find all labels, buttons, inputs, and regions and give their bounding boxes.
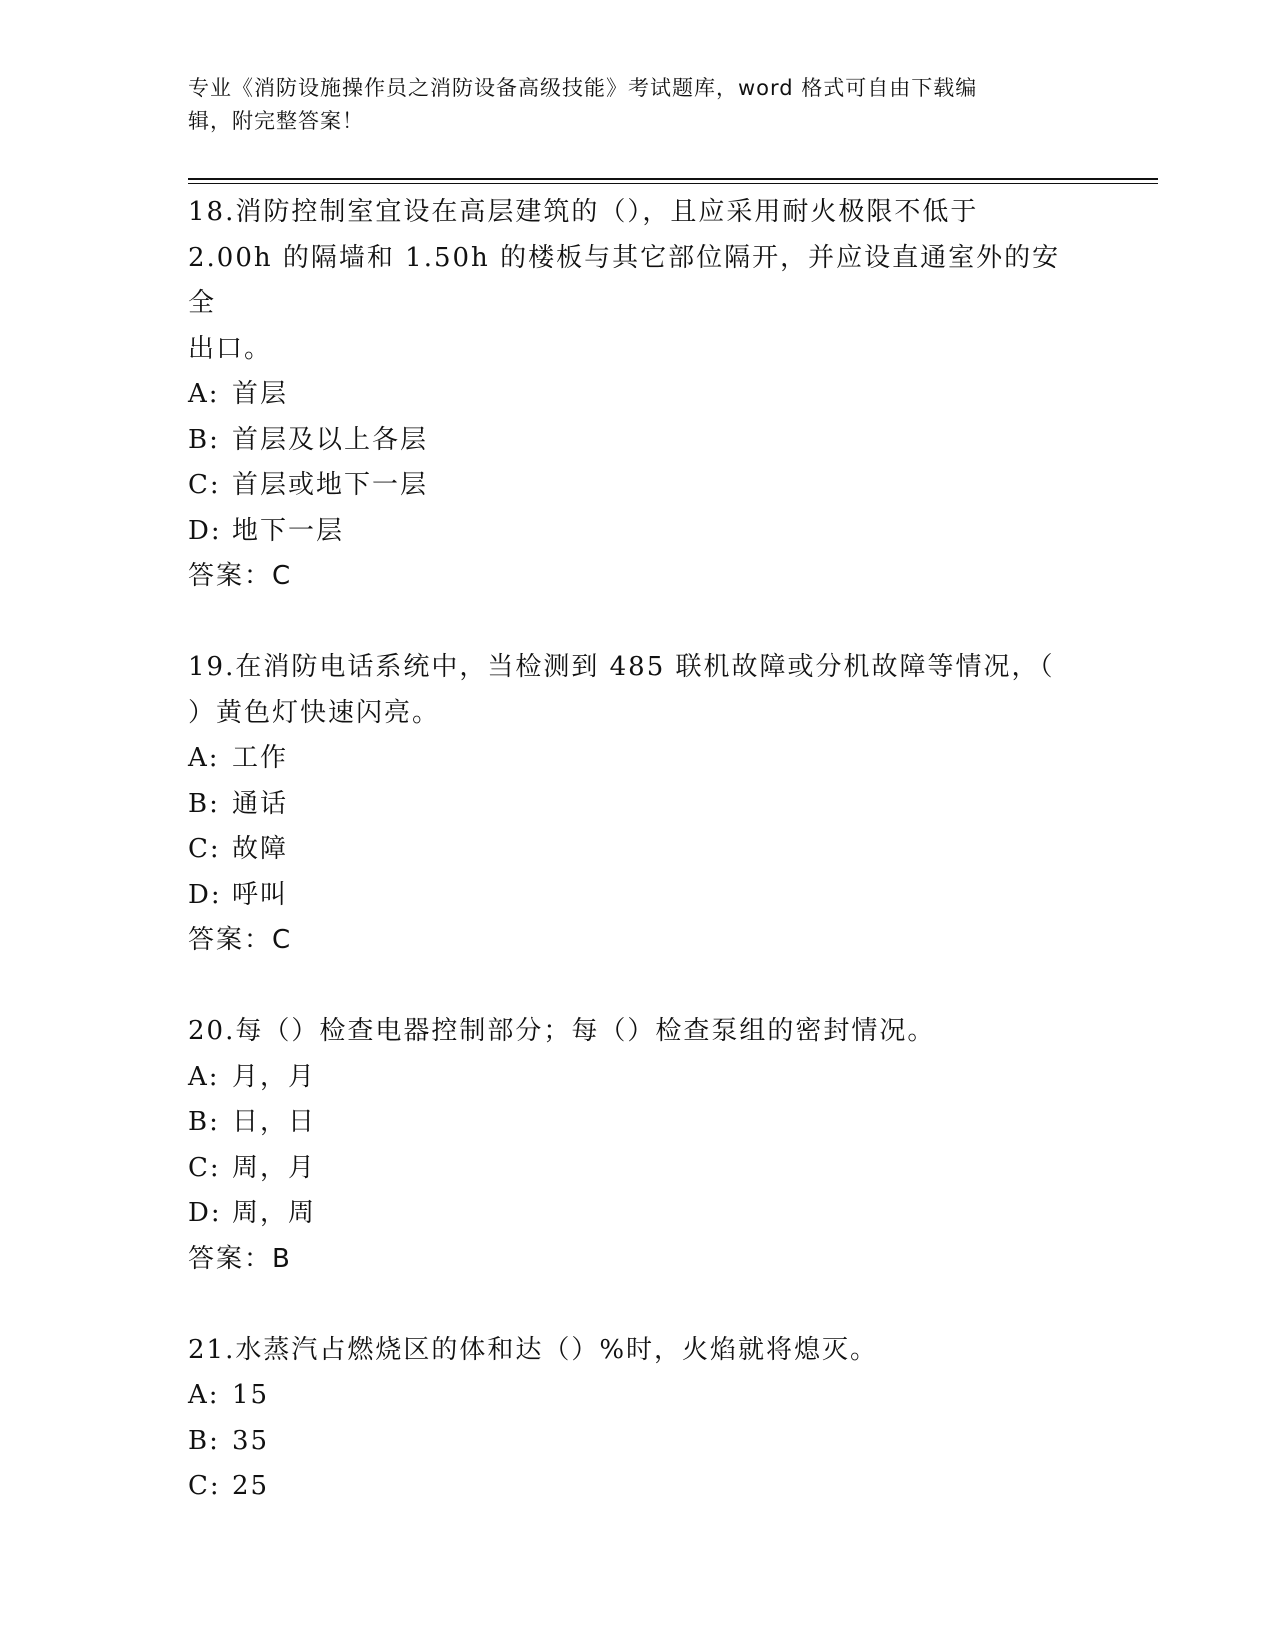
question-21 xyxy=(188,1328,1088,1510)
option-d xyxy=(188,509,1088,555)
option-text: 周，月 xyxy=(232,1152,317,1183)
document-header xyxy=(188,72,1068,138)
option-d xyxy=(188,1191,1088,1237)
header-divider-thick xyxy=(188,178,1158,180)
option-b xyxy=(188,1100,1088,1146)
question-20 xyxy=(188,1009,1088,1282)
option-text: 日，日 xyxy=(232,1107,317,1137)
option-b xyxy=(188,1419,1088,1465)
option-key: D: xyxy=(188,515,222,546)
option-key: A: xyxy=(188,1061,220,1092)
option-text: 15 xyxy=(232,1380,270,1410)
option-text: 首层或地下一层 xyxy=(232,470,429,500)
option-key: A: xyxy=(188,379,220,409)
spacer xyxy=(188,964,1088,1010)
question-list xyxy=(188,190,1088,1510)
option-c xyxy=(188,827,1088,873)
option-c xyxy=(188,463,1088,509)
option-a xyxy=(188,1373,1088,1419)
option-text: 首层 xyxy=(232,379,289,409)
question-19 xyxy=(188,645,1088,964)
option-key: B: xyxy=(188,424,220,455)
option-key: C: xyxy=(188,834,221,864)
option-b xyxy=(188,782,1088,828)
option-text: 地下一层 xyxy=(232,515,345,546)
option-a xyxy=(188,1055,1088,1101)
option-key: B: xyxy=(188,788,220,819)
option-key: C: xyxy=(188,470,221,500)
option-text: 25 xyxy=(232,1471,270,1501)
answer-line: 答案：C xyxy=(188,925,293,955)
option-text: 35 xyxy=(232,1425,270,1456)
question-stem-line: 20.每（）检查电器控制部分；每（）检查泵组的密封情况。 xyxy=(188,1016,936,1046)
header-divider-thin xyxy=(188,183,1158,184)
option-key: D: xyxy=(188,879,222,910)
answer-line: 答案：C xyxy=(188,561,293,591)
option-key: D: xyxy=(188,1198,222,1228)
option-text: 首层及以上各层 xyxy=(232,424,429,455)
option-key: B: xyxy=(188,1425,220,1456)
option-key: B: xyxy=(188,1107,220,1137)
option-key: C: xyxy=(188,1152,221,1183)
question-stem-line: 2.00h 的隔墙和 1.50h 的楼板与其它部位隔开，并应设直通室外的安全 xyxy=(188,242,1061,318)
option-c xyxy=(188,1146,1088,1192)
option-b xyxy=(188,418,1088,464)
option-text: 故障 xyxy=(232,834,289,864)
option-key: A: xyxy=(188,743,220,773)
question-stem-line: 出口。 xyxy=(188,333,273,364)
answer-line: 答案：B xyxy=(188,1243,292,1274)
option-c xyxy=(188,1464,1088,1510)
header-line-2: 辑，附完整答案！ xyxy=(188,109,364,133)
option-text: 呼叫 xyxy=(232,879,289,910)
question-stem-line: 21.水蒸汽占燃烧区的体和达（）%时，火焰就将熄灭。 xyxy=(188,1334,879,1365)
option-text: 通话 xyxy=(232,788,289,819)
option-a xyxy=(188,372,1088,418)
spacer xyxy=(188,600,1088,646)
question-stem-line: 18.消防控制室宜设在高层建筑的（），且应采用耐火极限不低于 xyxy=(188,197,979,227)
option-key: C: xyxy=(188,1471,221,1501)
option-a xyxy=(188,736,1088,782)
spacer xyxy=(188,1282,1088,1328)
header-line-1: 专业《消防设施操作员之消防设备高级技能》考试题库，word 格式可自由下载编 xyxy=(188,76,978,100)
question-stem-line: 19.在消防电话系统中，当检测到 485 联机故障或分机故障等情况，（ xyxy=(188,652,1055,682)
option-key: A: xyxy=(188,1380,220,1410)
option-text: 月，月 xyxy=(232,1061,317,1092)
option-text: 工作 xyxy=(232,743,289,773)
question-stem-line: ）黄色灯快速闪亮。 xyxy=(188,697,441,728)
option-d xyxy=(188,873,1088,919)
option-text: 周，周 xyxy=(232,1198,317,1228)
question-18 xyxy=(188,190,1088,600)
